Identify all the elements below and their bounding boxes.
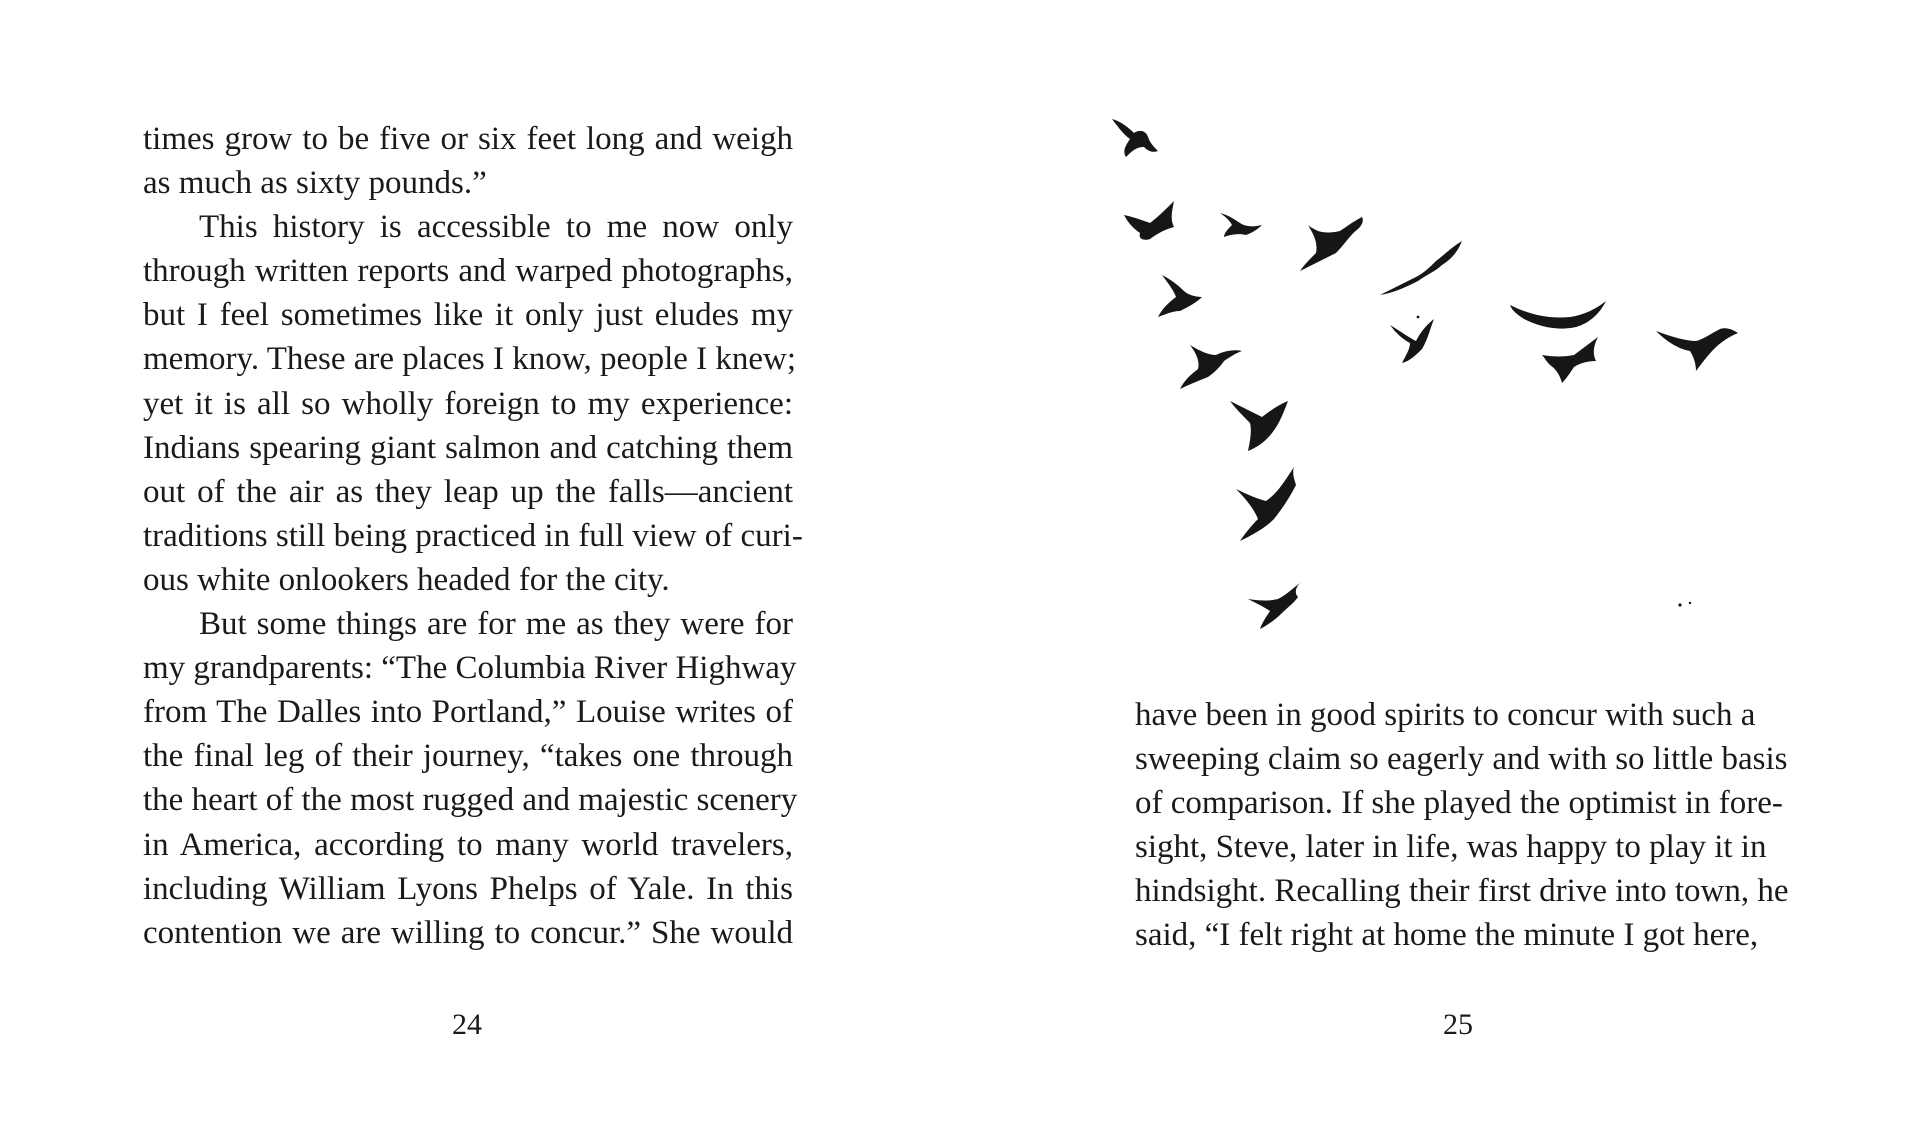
text-line: from The Dalles into Portland,” Louise writes of — [143, 694, 793, 731]
text-line: times grow to be five or six feet long and weigh — [143, 121, 793, 157]
text-line: the heart of the most rugged and majestic scenery — [143, 782, 798, 819]
bird-icon — [1180, 345, 1242, 389]
text-line: my grandparents: “The Columbia River Highway — [143, 650, 797, 687]
bird-icon — [1542, 337, 1598, 383]
bird-icon — [1248, 583, 1300, 629]
flock-of-birds-illustration — [1100, 105, 1780, 665]
text-line: memory. These are places I know, people I knew; — [143, 341, 797, 378]
bird-icon — [1112, 119, 1158, 157]
ink-speck-icon — [1678, 603, 1681, 606]
text-line: hindsight. Recalling their first drive into town, he — [1135, 873, 1789, 910]
text-line: have been in good spirits to concur with such a — [1135, 697, 1756, 733]
bird-icon — [1390, 319, 1434, 363]
page-number-right: 25 — [1443, 1008, 1473, 1041]
text-line: in America, according to many world travelers, — [143, 826, 793, 863]
text-line: including William Lyons Phelps of Yale. In this — [143, 870, 793, 907]
text-line: contention we are willing to concur.” She would — [143, 914, 793, 951]
text-line: Indians spearing giant salmon and catching them — [143, 429, 793, 466]
text-line: ous white onlookers headed for the city. — [143, 561, 670, 598]
bird-icon — [1510, 301, 1606, 329]
ink-speck-icon — [1689, 602, 1691, 604]
text-line: through written reports and warped photographs, — [143, 253, 793, 290]
text-line: out of the air as they leap up the falls—ancient — [143, 473, 793, 510]
right-page-text — [1135, 693, 1789, 958]
bird-icon — [1380, 241, 1462, 295]
bird-icon — [1158, 275, 1202, 317]
bird-icon — [1124, 201, 1174, 240]
text-line: of comparison. If she played the optimist in fore- — [1135, 785, 1783, 822]
text-line: but I feel sometimes like it only just eludes my — [143, 297, 793, 334]
bird-icon — [1300, 217, 1363, 271]
text-line: as much as sixty pounds.” — [143, 165, 487, 202]
left-page-text — [143, 117, 803, 955]
text-line: sight, Steve, later in life, was happy to play it in — [1135, 829, 1767, 866]
text-line: But some things are for me as they were for — [199, 606, 793, 643]
text-line: yet it is all so wholly foreign to my experience: — [143, 385, 793, 422]
bird-icon — [1230, 401, 1288, 451]
text-line: said, “I felt right at home the minute I got here, — [1135, 917, 1759, 954]
text-line: the final leg of their journey, “takes one through — [143, 738, 793, 775]
page-number-left: 24 — [452, 1008, 482, 1041]
ink-speck-icon — [1417, 316, 1420, 319]
text-line: This history is accessible to me now only — [199, 209, 793, 246]
text-line: traditions still being practiced in full view of curi- — [143, 517, 803, 554]
bird-icon — [1656, 328, 1738, 371]
bird-icon — [1236, 467, 1296, 541]
birds-svg — [1100, 105, 1780, 665]
right-page — [960, 0, 1920, 1129]
text-line: sweeping claim so eagerly and with so little basis — [1135, 741, 1788, 778]
bird-icon — [1220, 213, 1262, 237]
